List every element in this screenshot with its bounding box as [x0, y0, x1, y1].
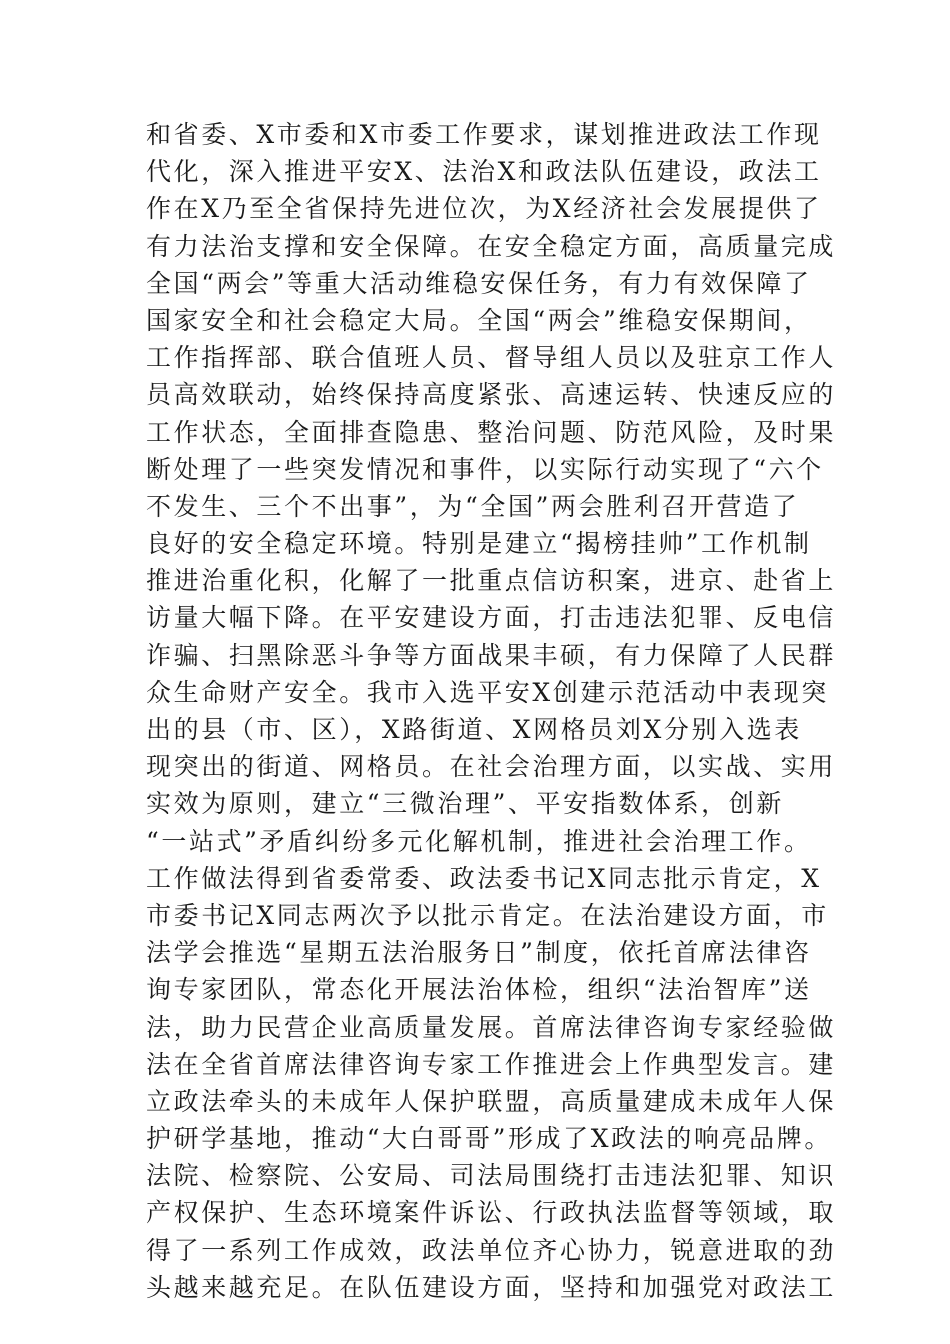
- text-line: 法在全省首席法律咨询专家工作推进会上作典型发言。建: [146, 1049, 837, 1079]
- text-line: 立政法牵头的未成年人保护联盟，高质量建成未成年人保: [146, 1086, 837, 1116]
- text-line: 法学会推选“星期五法治服务日”制度，依托首席法律咨: [146, 938, 812, 968]
- text-line: 工作做法得到省委常委、政法委书记X同志批示肯定，X: [146, 863, 822, 893]
- text-line: 员高效联动，始终保持高度紧张、高速运转、快速反应的: [146, 380, 837, 410]
- text-line: 市委书记X同志两次予以批示肯定。在法治建设方面，市: [146, 900, 829, 930]
- text-line: 询专家团队，常态化开展法治体检，组织“法治智库”送: [146, 975, 812, 1005]
- text-line: 法，助力民营企业高质量发展。首席法律咨询专家经验做: [146, 1012, 837, 1042]
- text-line: 全国“两会”等重大活动维稳安保任务，有力有效保障了: [146, 268, 812, 298]
- text-line: 护研学基地，推动“大白哥哥”形成了X政法的响亮品牌。: [146, 1124, 832, 1154]
- text-line: 现突出的街道、网格员。在社会治理方面，以实战、实用: [146, 752, 837, 782]
- text-line: 断处理了一些突发情况和事件，以实际行动实现了“六个: [146, 454, 824, 484]
- text-line: 工作状态，全面排查隐患、整治问题、防范风险，及时果: [146, 417, 837, 447]
- text-line: 出的县（市、区），X路街道、X网格员刘X分别入选表: [146, 715, 802, 744]
- text-line: 国家安全和社会稳定大局。全国“两会”维稳安保期间，: [146, 305, 812, 335]
- text-line: 工作指挥部、联合值班人员、督导组人员以及驻京工作人: [146, 343, 837, 373]
- text-line: 代化，深入推进平安X、法治X和政法队伍建设，政法工: [146, 157, 822, 187]
- text-line: 头越来越充足。在队伍建设方面，坚持和加强党对政法工: [146, 1272, 837, 1302]
- text-line: 不发生、三个不出事”，为“全国”两会胜利召开营造了: [146, 491, 800, 521]
- text-line: 良好的安全稳定环境。特别是建立“揭榜挂帅”工作机制: [146, 529, 812, 559]
- text-line: 实效为原则，建立“三微治理”、平安指数体系，创新: [146, 789, 784, 819]
- body-paragraph: [146, 116, 837, 1306]
- text-line: 有力法治支撑和安全保障。在安全稳定方面，高质量完成: [146, 231, 837, 261]
- text-line: 众生命财产安全。我市入选平安X创建示范活动中表现突: [146, 677, 829, 707]
- text-line: “一站式”矛盾纠纷多元化解机制，推进社会治理工作。: [146, 826, 812, 856]
- text-line: 产权保护、生态环境案件诉讼、行政执法监督等领域，取: [146, 1198, 837, 1228]
- text-line: 法院、检察院、公安局、司法局围绕打击违法犯罪、知识: [146, 1161, 837, 1191]
- text-line: 诈骗、扫黑除恶斗争等方面战果丰硕，有力保障了人民群: [146, 640, 837, 670]
- text-line: 推进治重化积，化解了一批重点信访积案，进京、赴省上: [146, 566, 837, 596]
- text-line: 和省委、X市委和X市委工作要求，谋划推进政法工作现: [146, 120, 822, 149]
- text-line: 得了一系列工作成效，政法单位齐心协力，锐意进取的劲: [146, 1235, 837, 1265]
- text-line: 访量大幅下降。在平安建设方面，打击违法犯罪、反电信: [146, 603, 837, 633]
- text-line: 作在X乃至全省保持先进位次，为X经济社会发展提供了: [146, 194, 822, 224]
